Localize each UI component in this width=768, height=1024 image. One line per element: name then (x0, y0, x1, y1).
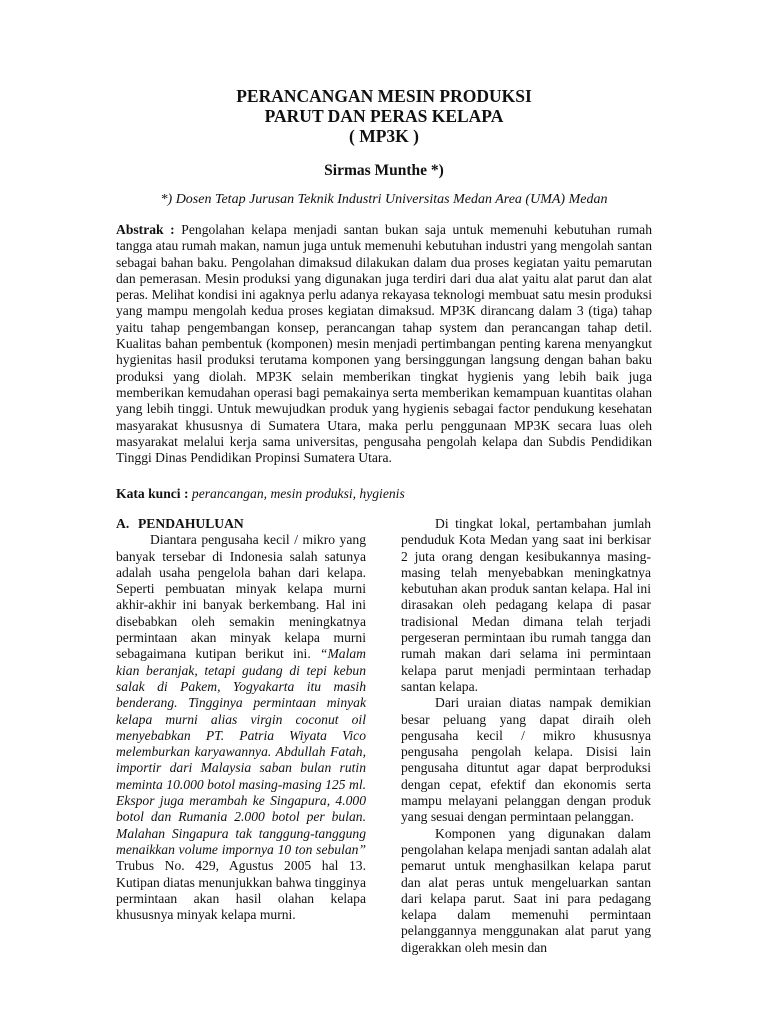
abstract (116, 222, 652, 466)
abstract-text: Pengolahan kelapa menjadi santan bukan saja untuk memenuhi kebutuhan rumah tangga atau rumah makan, namun juga untuk memenuhi kebutuhan industri yang mengolah santan sebagai bahan baku. Pengolahan dimaksud dilakukan dalam dua proses kegiatan yaitu pemarutan dan pemerasan. Mesin produksi yang digunakan juga terdiri dari dua alat yaitu alat parut dan alat peras. Melihat kondisi ini agaknya perlu adanya rekayasa teknologi membuat satu mesin produksi yang mampu mengolah kedua proses kegiatan dimaksud. MP3K dirancang dalam 3 (tiga) tahap yaitu tahap pengembangan konsep, perancangan tahap system dan perancangan tahap detil. Kualitas bahan pembentuk (komponen) mesin menjadi pertimbangan penting karena menyangkut hygienitas hasil produksi terutama komponen yang bersinggungan langsung dengan bahan baku produksi yang diolah. MP3K selain memberikan tingkat hygienis yang lebih baik juga memberikan kemudahan operasi bagi pemakainya serta memberikan kemampuan kuantitas olahan yang lebih tinggi. Untuk mewujudkan produk yang hygienis sebagai factor pendukung kesehatan masyarakat khususnya di Sumatera Utara, maka perlu penggunaan MP3K secara luas oleh masyarakat melalui kerja sama universitas, pengusaha pengolah kelapa dan Subdis Pendidikan Tinggi Dinas Pendidikan Propinsi Sumatera Utara. (116, 222, 652, 466)
right-column (401, 516, 651, 956)
section-heading (116, 516, 366, 532)
section-title: PENDAHULUAN (138, 516, 244, 531)
trubus-quote: “Malam kian beranjak, tetapi gudang di tepi kebun salak di Pakem, Yogyakarta itu masih benderang. Tingginya permintaan minyak kelapa murni alias virgin coconut oil menyebabkan PT. Patria Wiyata Vico melemburkan karyawannya. Abdullah Fatah, importir dari Malaysia saban bulan rutin meminta 10.000 botol masing-masing 125 ml. Ekspor juga merambah ke Singapura, 4.000 botol dan Rumania 2.000 botol per bulan. Malahan Singapura tak tanggung-tanggung menaikkan volume impornya 10 ton sebulan” (116, 646, 366, 857)
keywords-label: Kata kunci : (116, 486, 189, 501)
author-affiliation: *) Dosen Tetap Jurusan Teknik Industri Universitas Medan Area (UMA) Medan (160, 192, 608, 207)
section-number: A. (116, 516, 130, 531)
title-line-3: ( MP3K ) (349, 126, 419, 146)
paper-title (0, 86, 768, 146)
intro-text-before-quote: Diantara pengusaha kecil / mikro yang banyak tersebar di Indonesia salah satunya adalah usaha pengelola bahan dari kelapa. Seperti pembuatan minyak kelapa murni akhir-akhir ini banyak berkembang. Hal ini disebabkan oleh semakin meningkatnya permintaan akan minyak kelapa murni sebagaimana kutipan berikut ini. (116, 532, 366, 662)
title-line-1: PERANCANGAN MESIN PRODUKSI (236, 86, 532, 106)
intro-paragraph-4: Komponen yang digunakan dalam pengolahan kelapa menjadi santan adalah alat pemarut untuk menghasilkan kelapa parut dan alat peras untuk mengeluarkan santan dari kelapa parut. Saat ini para pedagang kelapa dalam memenuhi permintaan pelanggannya menggunakan alat parut yang digerakkan oleh mesin dan (401, 825, 651, 955)
intro-paragraph-3: Dari uraian diatas nampak demikian besar peluang yang dapat diraih oleh pengusaha kecil / mikro khususnya pengusaha pengolah kelapa. Disisi lain pengusaha dituntut agar dapat berproduksi dengan cepat, efektif dan ekonomis serta mampu melayani pelanggan dengan produk yang sesuai dengan permintaan pelanggan. (401, 695, 651, 825)
intro-paragraph-1 (116, 532, 366, 923)
keywords-text: perancangan, mesin produksi, hygienis (191, 486, 405, 501)
intro-text-after-quote: Trubus No. 429, Agustus 2005 hal 13. Kutipan diatas menunjukkan bahwa tingginya permintaan akan hasil olahan kelapa khususnya minyak kelapa murni. (116, 858, 366, 923)
author-name: Sirmas Munthe *) (324, 162, 444, 179)
abstract-label: Abstrak : (116, 222, 175, 237)
keywords (116, 486, 652, 502)
left-column (116, 516, 366, 923)
intro-paragraph-2: Di tingkat lokal, pertambahan jumlah penduduk Kota Medan yang saat ini berkisar 2 juta orang dengan kesibukannya masing-masing telah menyebabkan meningkatnya kebutuhan akan produk santan kelapa. Hal ini dirasakan oleh pedagang kelapa di pasar tradisional Medan dimana telah terjadi pergeseran permintaan ibu rumah tangga dan rumah makan dari selama ini permintaan kelapa parut menjadi permintaan terhadap santan kelapa. (401, 516, 651, 694)
title-line-2: PARUT DAN PERAS KELAPA (264, 106, 504, 126)
